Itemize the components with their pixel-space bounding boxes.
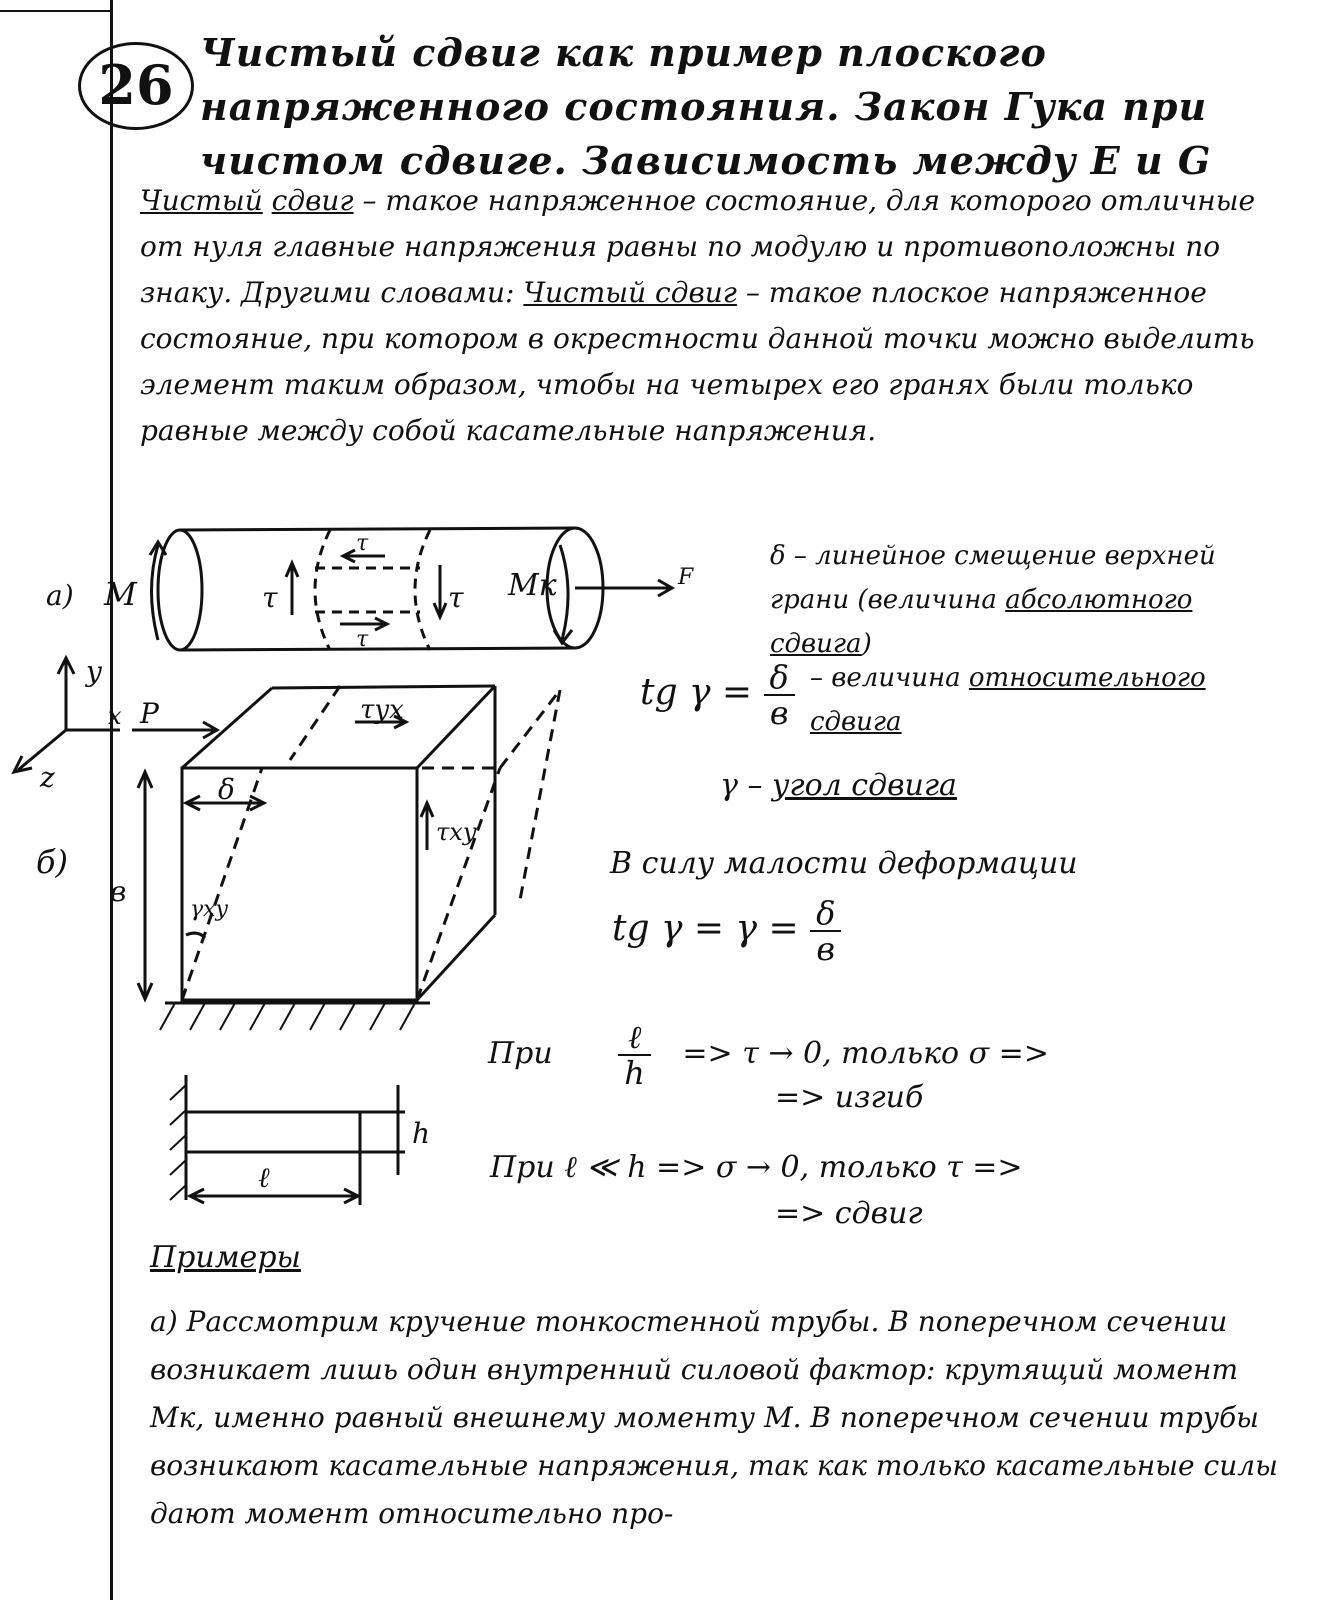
gamma-arc xyxy=(186,933,205,938)
moment-label-left: M xyxy=(104,575,137,613)
small-deformation-note: В силу малости деформации xyxy=(610,846,1078,881)
tau-label-left: τ xyxy=(262,581,278,614)
moment-label-right: Mк xyxy=(508,568,557,603)
force-label: F xyxy=(678,565,694,590)
rel-desc-text: – величина xyxy=(810,663,969,693)
beam-wall-hatching xyxy=(170,1085,186,1200)
block-top-back-edge xyxy=(272,686,495,688)
examples-heading: Примеры xyxy=(150,1240,301,1275)
delta-description xyxy=(770,534,1290,666)
tube-top-edge xyxy=(180,528,575,530)
delta-desc-end: ) xyxy=(861,629,872,659)
sheared-back xyxy=(500,690,560,768)
gamma-xy-label: γxy xyxy=(190,897,228,922)
tube-diagram xyxy=(150,528,672,650)
page-title: Чистый сдвиг как пример плоского напряженного состояния. Закон Гука при чистом сдвиге. Зависимость между E и G xyxy=(200,30,1212,183)
tg-lhs: tg γ = xyxy=(640,672,764,713)
coordinate-axes xyxy=(14,655,120,772)
term-pure: Чистый xyxy=(140,184,263,217)
definition-text-1: – такое напряженное состояние, для которого отличные от нуля главные напряжения равны по модулю и противоположны по знаку. Другими словами: xyxy=(140,184,1256,309)
axis-x-label: x xyxy=(108,702,122,730)
figure-a-label: а) xyxy=(46,579,74,612)
condition-1 xyxy=(488,1020,1049,1090)
h-label: h xyxy=(412,1117,431,1150)
rel-desc-underlined: относительного сдвига xyxy=(810,663,1206,737)
term-pure-shear: Чистый сдвиг xyxy=(523,276,737,309)
axis-y-label: y xyxy=(86,655,102,688)
tg-fraction-den: в xyxy=(769,694,789,732)
gamma-desc-text: γ – xyxy=(720,768,773,803)
tg-fraction-num: δ xyxy=(764,660,795,696)
block-diagram xyxy=(132,686,560,1030)
definition-text-2: – такое плоское напряженное состояние, при котором в окрестности данной точки можно выделить элемент таким образом, чтобы на четырех его гранях были только равные между собой касательные напряжения. xyxy=(140,276,1255,447)
delta-label: δ xyxy=(218,773,235,806)
tube-left-end xyxy=(158,530,202,650)
tube-bottom-edge xyxy=(180,648,575,650)
axis-z-label: z xyxy=(40,761,55,794)
tube-section-left xyxy=(315,530,330,650)
condition-1-result: => изгиб xyxy=(775,1080,924,1115)
height-label: в xyxy=(110,875,127,908)
small-formula-lhs: tg γ = γ = xyxy=(612,908,811,949)
tg-fraction xyxy=(764,660,795,730)
question-number: 26 xyxy=(78,42,194,130)
moment-arrow-right xyxy=(560,545,568,640)
condition-2-result: => сдвиг xyxy=(775,1196,923,1231)
cond1-fraction-den: h xyxy=(624,1054,645,1092)
examples-paragraph: а) Рассмотрим кручение тонкостенной трубы. В поперечном сечении возникает лишь один внутренний силовой фактор: крутящий момент Mк, именно равный внешнему моменту M. В поперечном сечении трубы возникают касательные напряжения, так как только касательные силы дают момент относительно про- xyxy=(150,1305,1278,1530)
tau-label-bottom: τ xyxy=(356,627,369,652)
ground-hatching xyxy=(160,1003,415,1030)
beam-diagram xyxy=(170,1075,405,1205)
small-formula-fraction xyxy=(810,896,841,966)
delta-desc-text: δ – линейное смещение верхней грани (величина xyxy=(770,541,1216,615)
small-fraction-num: δ xyxy=(810,896,841,932)
block-top-left-edge xyxy=(182,688,272,768)
cond1-fraction xyxy=(618,1020,651,1090)
l-label: ℓ xyxy=(258,1161,270,1194)
tg-formula xyxy=(640,660,795,730)
sheared-top-dashed xyxy=(290,686,340,760)
tau-xy-label: τxy xyxy=(436,818,477,846)
block-bottom-right-edge xyxy=(417,915,495,1000)
term-shear: сдвиг xyxy=(271,184,354,217)
tube-section-right xyxy=(415,530,430,650)
gamma-desc-underlined: угол сдвига xyxy=(772,768,957,803)
delta-desc-underlined: абсолютного сдвига xyxy=(770,585,1193,659)
condition-2: При ℓ ≪ h => σ → 0, только τ => xyxy=(490,1150,1023,1185)
sheared-right xyxy=(417,768,500,1000)
small-fraction-den: в xyxy=(816,930,836,968)
small-deformation-formula xyxy=(612,896,841,966)
tau-label-top: τ xyxy=(356,531,369,556)
relative-shear-description xyxy=(810,656,1270,744)
cond1-prefix: При xyxy=(488,1036,553,1071)
tau-label-right: τ xyxy=(448,581,464,614)
cond1-text: => τ → 0, только σ => xyxy=(682,1036,1049,1071)
sheared-back-right xyxy=(520,690,560,900)
figure-b-label: б) xyxy=(36,843,69,881)
block-top-right-edge xyxy=(417,686,495,768)
cond1-fraction-num: ℓ xyxy=(618,1020,651,1056)
gamma-description xyxy=(720,764,957,808)
tau-yx-label: τyx xyxy=(360,695,404,725)
p-label: P xyxy=(140,697,159,730)
